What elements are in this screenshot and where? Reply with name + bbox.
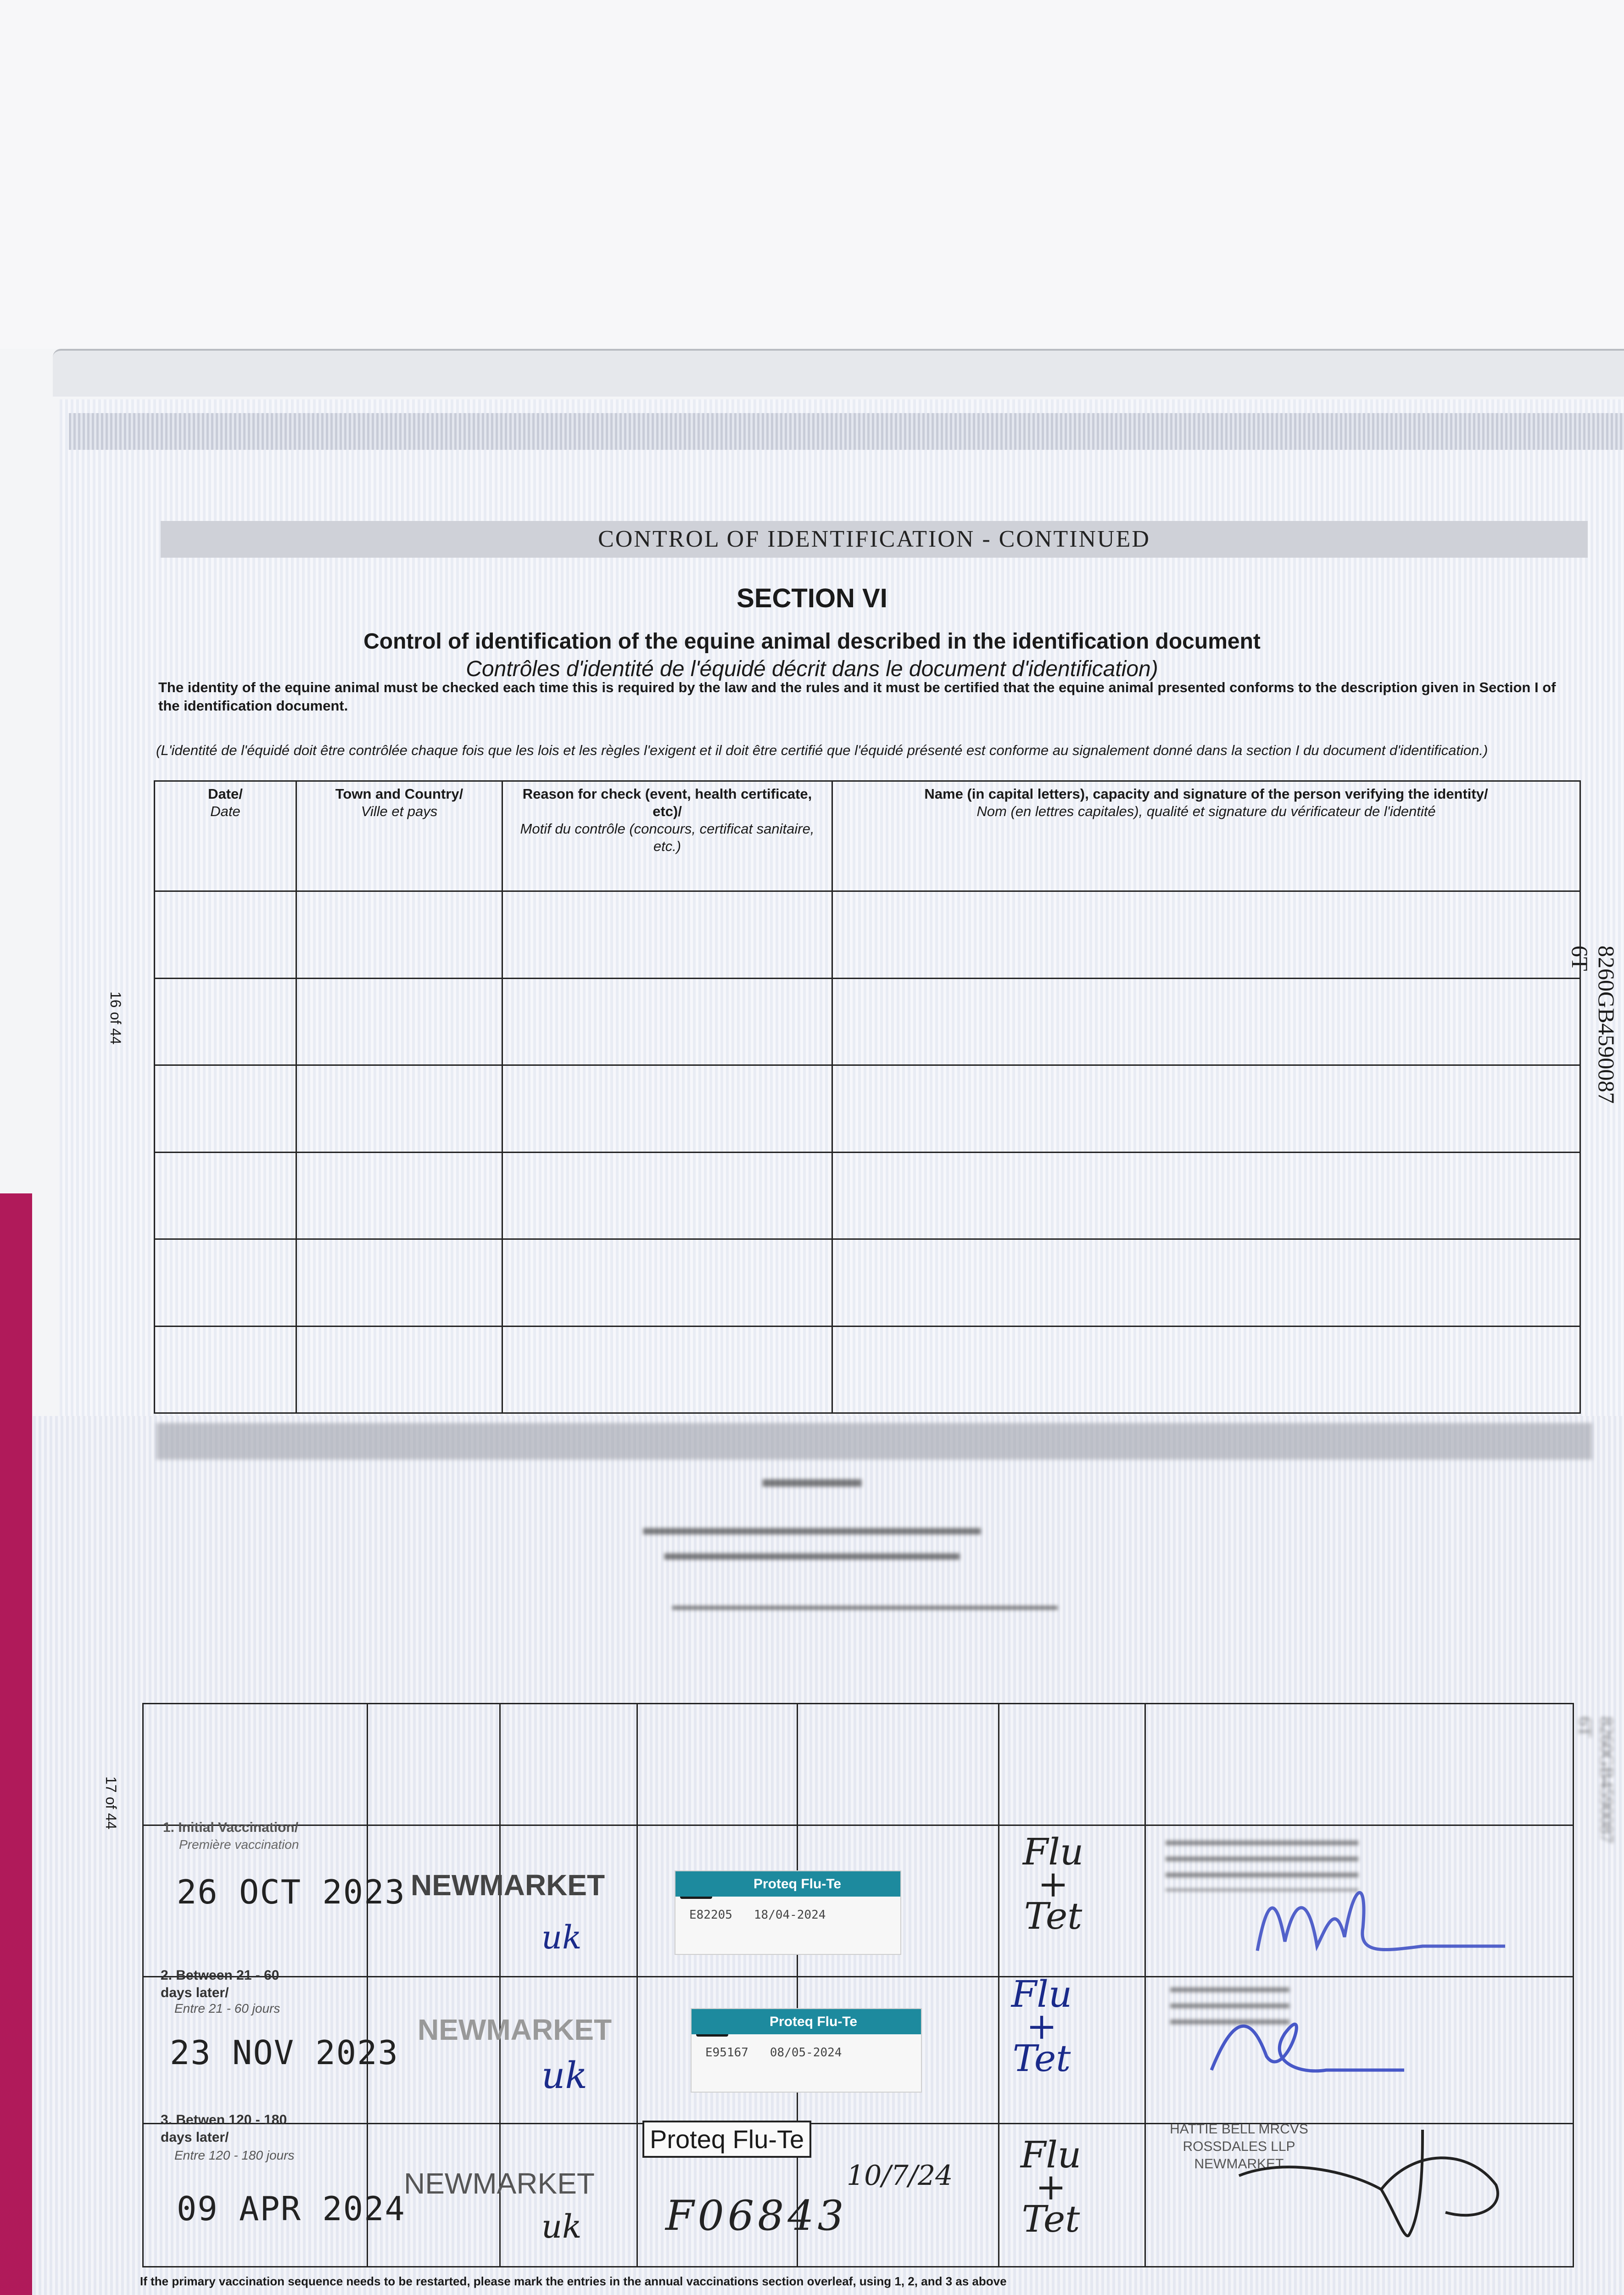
row1-vaccine-sticker (675, 1870, 901, 1955)
intro-en: The identity of the equine animal must be checked each time this is required by the law and the rules and it must be certified that the equine animal presented conforms to the description given in Section I of the identification document. (158, 679, 1556, 714)
row3-label: 3. Betwen 120 - 180 days later/ (161, 2112, 287, 2145)
row2-vaccine-name: Proteq Flu-Te (692, 2009, 921, 2034)
col-batch-blurred (798, 1704, 999, 1825)
row3-place: NEWMARKET (404, 2167, 595, 2200)
page-top-band (69, 413, 1624, 450)
vaccination-title-bar (156, 1423, 1592, 1460)
row3-batch: F06843 (665, 2192, 848, 2240)
row1-label-fr: Première vaccination (179, 1837, 299, 1852)
col-country-blurred (500, 1704, 637, 1825)
subtitle-fr: Contrôles d'identité de l'équidé décrit dans le document d'identification) (466, 657, 1158, 681)
col-reason: Reason for check (event, health certificate, etc)/ Motif du contrôle (concours, certificat sanitaire, etc.) (502, 781, 832, 891)
scan-background (0, 0, 1624, 349)
row2-expiry: 08/05-2024 (770, 2046, 842, 2060)
col-place-blurred (368, 1704, 500, 1825)
row3-vet-stamp: HATTIE BELL MRCVS ROSSDALES LLP NEWMARKET (1170, 2121, 1308, 2172)
vaccination-section-heading-blurred: ▬▬▬▬ (762, 1465, 862, 1492)
col-disease-blurred (999, 1704, 1145, 1825)
col-practice-blurred (1145, 1704, 1574, 1825)
table-row (155, 1326, 1580, 1413)
row1-place: NEWMARKET (411, 1869, 605, 1902)
id-number: 8260GB4590087 6T (1567, 946, 1619, 1104)
section-heading: SECTION VI (737, 583, 887, 613)
col-date: Date/ Date (155, 781, 296, 891)
row2-place: NEWMARKET (418, 2013, 612, 2046)
row3-signature (1230, 2121, 1524, 2249)
identity-check-table (154, 780, 1581, 1414)
row1-date: 26 OCT 2023 (177, 1873, 406, 1911)
row3-country: uk (541, 2208, 582, 2245)
row2-signature (1193, 1978, 1432, 2098)
subtitle-en: Control of identification of the equine animal described in the identification document (363, 629, 1261, 654)
table-row (155, 1065, 1580, 1153)
row2-country: uk (541, 2054, 587, 2097)
page-title: CONTROL OF IDENTIFICATION - CONTINUED (598, 526, 1150, 552)
row1-expiry: 18/04-2024 (753, 1908, 826, 1922)
row3-label-fr: Entre 120 - 180 jours (174, 2148, 295, 2162)
row1-label: 1. Initial Vaccination/ (163, 1820, 299, 1835)
row1-batch: E82205 (689, 1908, 732, 1922)
row3-date: 09 APR 2024 (177, 2189, 406, 2228)
table-row (155, 891, 1580, 979)
col-town-country: Town and Country/ Ville et pays (296, 781, 502, 891)
row1-disease: Flu + Tet (1022, 1830, 1084, 1937)
row2-date: 23 NOV 2023 (170, 2033, 399, 2072)
vaccination-subtitle-blurred: ▬▬▬▬▬▬▬▬▬▬▬▬▬▬▬▬ (643, 1515, 981, 1539)
row1-vaccine-name: Proteq Flu-Te (675, 1871, 900, 1897)
table-row (155, 1239, 1580, 1327)
plastic-sleeve (53, 349, 1624, 397)
table-row (155, 1152, 1580, 1239)
row1-signature (1248, 1873, 1524, 1974)
row1-country: uk (541, 1919, 582, 1956)
page-number-lower: 17 of 44 (103, 1776, 119, 1830)
row2-label: 2. Between 21 - 60 days later/ (161, 1968, 279, 2000)
footer-note: If the primary vaccination sequence needs to be restarted, please mark the entries in the annual vaccinations section overleaf, using 1, 2, and 3 as above (140, 2274, 1007, 2288)
vaccination-intro-blurred: ▬▬▬▬▬▬▬▬▬▬▬▬▬▬▬▬▬▬▬▬▬▬▬▬▬▬▬▬▬▬ (672, 1598, 1058, 1612)
table-row (155, 978, 1580, 1065)
col-verifier: Name (in capital letters), capacity and signature of the person verifying the identity/ Nom (en lettres capitales), qualité et signature du vérificateur de l'identité (832, 781, 1580, 891)
row3-disease: Flu + Tet (1020, 2133, 1082, 2240)
page-number: 16 of 44 (107, 991, 124, 1045)
vaccination-subtitle-fr-blurred: ▬▬▬▬▬▬▬▬▬▬▬▬▬▬ (664, 1540, 960, 1564)
row3-vaccine-stamp: Proteq Flu-Te (642, 2121, 811, 2158)
row2-vaccine-sticker (691, 2008, 922, 2093)
col-date-blurred (143, 1704, 368, 1825)
id-number-lower: 8260GB4590087 6T (1575, 1717, 1617, 1843)
row2-batch: E95167 (705, 2046, 748, 2060)
passport-cover-edge (0, 1193, 32, 2295)
intro-fr: (L'identité de l'équidé doit être contrôlée chaque fois que les lois et les règles l'exigent et il doit être certifié que l'équidé présenté est conforme au signalement donné dans la section I du document d'identification.) (156, 742, 1488, 758)
row2-disease: Flu + Tet (1011, 1973, 1072, 2080)
col-vaccine-name-blurred (637, 1704, 798, 1825)
row3-expiry: 10/7/24 (847, 2160, 953, 2192)
row2-label-fr: Entre 21 - 60 jours (174, 2001, 280, 2015)
